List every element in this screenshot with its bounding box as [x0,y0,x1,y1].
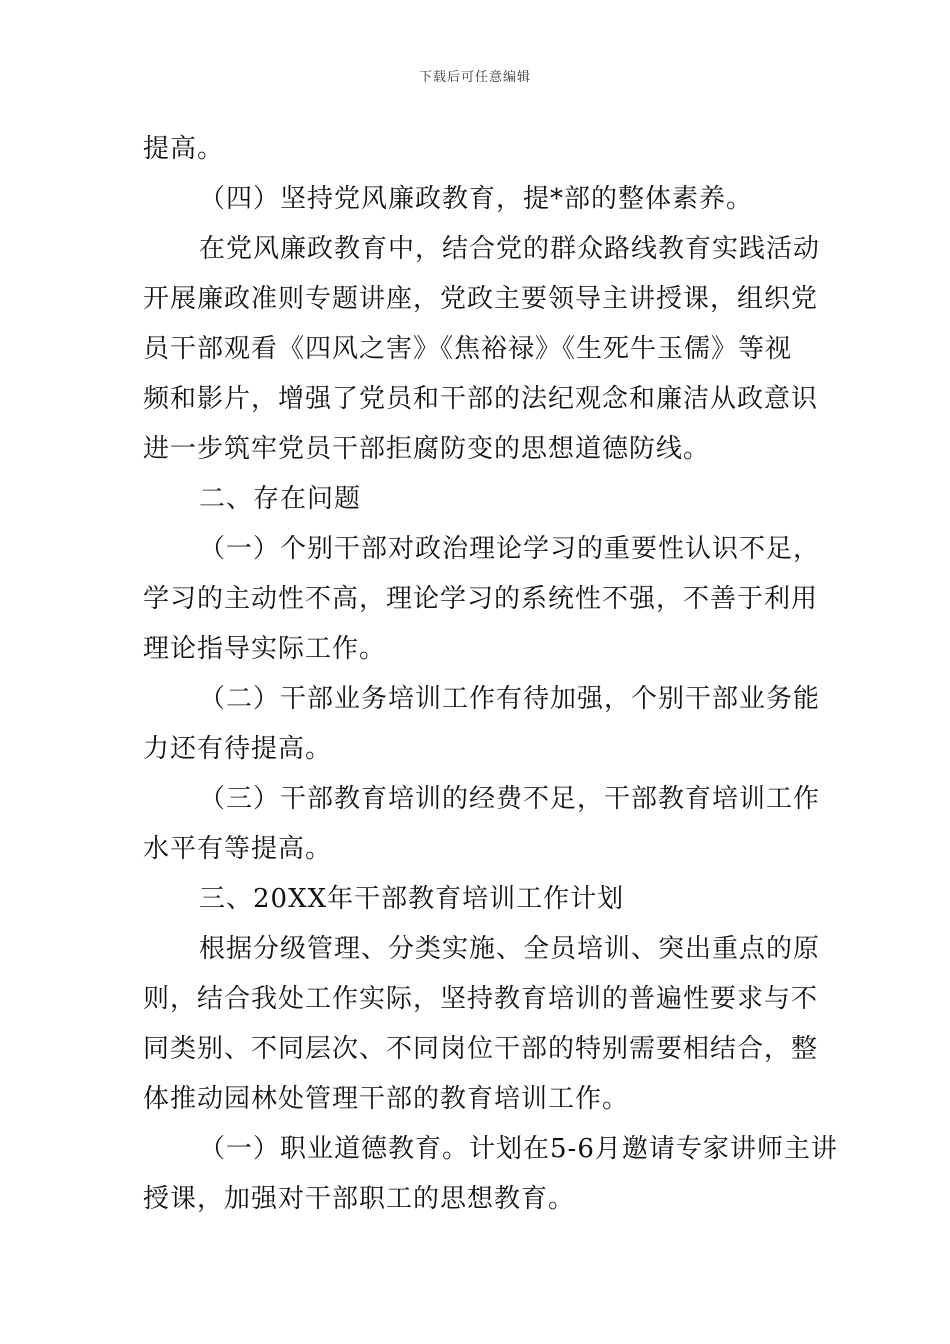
section-heading: 二、存在问题 [199,484,362,514]
text-line: 进一步筑牢党员干部拒腐防变的思想道德防线。 [143,434,711,464]
text-line: 则，结合我处工作实际，坚持教育培训的普遍性要求与不 [143,984,819,1014]
text-line: 力还有待提高。 [143,734,333,764]
text-line: 体推动园林处管理干部的教育培训工作。 [143,1084,630,1114]
text-line: 在党风廉政教育中，结合党的群众路线教育实践活动 [199,234,821,264]
section-heading: 三、20XX年干部教育培训工作计划 [199,884,625,914]
text-line: （四）坚持党风廉政教育，提*部的整体素养。 [199,184,754,214]
text-line: 授课，加强对干部职工的思想教育。 [143,1184,576,1214]
text-line: 理论指导实际工作。 [143,634,387,664]
document-body [143,124,838,1224]
header-note: 下载后可任意编辑 [418,70,531,85]
text-line: 根据分级管理、分类实施、全员培训、突出重点的原 [199,934,821,964]
text-line: （一）个别干部对政治理论学习的重要性认识不足， [199,534,821,564]
text-line: 频和影片，增强了党员和干部的法纪观念和廉洁从政意识 [143,384,819,414]
text-line: 学习的主动性不高，理论学习的系统性不强，不善于利用 [143,584,819,614]
text-line: （二）干部业务培训工作有待加强，个别干部业务能 [199,684,821,714]
text-line: （三）干部教育培训的经费不足，干部教育培训工作 [199,784,821,814]
text-line: 水平有等提高。 [143,834,333,864]
text-line: 提高。 [143,134,225,164]
text-line: 员干部观看《四风之害》《焦裕禄》《生死牛玉儒》等视 [143,334,793,364]
text-line: （一）职业道德教育。计划在5-6月邀请专家讲师主讲 [199,1134,838,1164]
text-line: 开展廉政准则专题讲座，党政主要领导主讲授课，组织党 [143,284,819,314]
text-line: 同类别、不同层次、不同岗位干部的特别需要相结合，整 [143,1034,819,1064]
